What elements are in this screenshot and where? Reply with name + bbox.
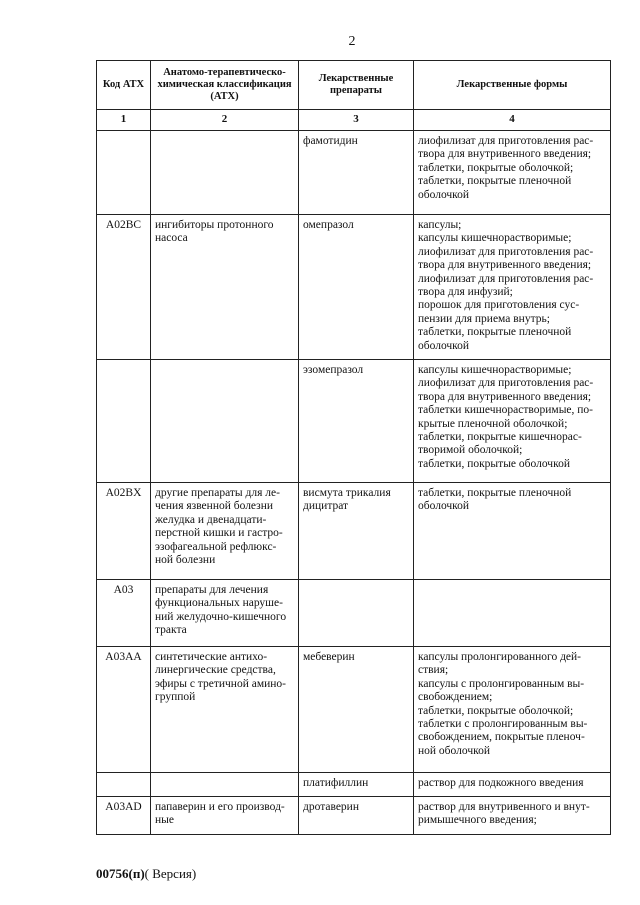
page-number: 2 [348, 34, 356, 49]
dosage-forms-cell-line: капсулы кишечнорастворимые; [418, 364, 572, 376]
dosage-forms-cell-line: твора для внутривенного введения; [418, 148, 592, 161]
dosage-forms-cell [414, 580, 611, 647]
drug-cell [299, 647, 414, 773]
atx-class-cell [151, 773, 299, 797]
atx-class-cell [151, 483, 299, 580]
dosage-forms-cell-line: лиофилизат для приготовления рас- [418, 377, 594, 390]
table-row [97, 773, 611, 797]
dosage-forms-cell-line: твора для инфузий; [418, 286, 513, 299]
drug-cell-line: висмута трикалия [303, 487, 391, 499]
dosage-forms-cell-line: оболочкой [418, 188, 470, 201]
atx-class-cell [151, 580, 299, 647]
drug-cell-line: мебеверин [303, 651, 355, 663]
dosage-forms-cell-line: ствия; [418, 664, 449, 677]
atx-class-cell [151, 647, 299, 773]
atx-code-cell: A03AD [97, 797, 151, 835]
header-drugs: Лекарственные препараты [299, 61, 414, 110]
table-row [97, 647, 611, 773]
drug-cell-line: платифиллин [303, 777, 369, 789]
dosage-forms-cell [414, 360, 611, 483]
drug-cell-line: омепразол [303, 219, 354, 231]
table-row [97, 360, 611, 483]
dosage-forms-cell-line: твора для внутривенного введения; [418, 259, 592, 272]
atx-code-cell: A02BX [97, 483, 151, 580]
dosage-forms-cell-line: таблетки, покрытые оболочкой [418, 457, 570, 470]
atx-class-cell-line: ные [155, 814, 174, 827]
drug-cell [299, 580, 414, 647]
dosage-forms-cell-line: ной оболочкой [418, 744, 491, 757]
drug-cell [299, 797, 414, 835]
atx-class-cell-line: желудка и двенадцати- [155, 513, 267, 526]
table-row [97, 580, 611, 647]
dosage-forms-cell-line: таблетки, покрытые оболочкой; [418, 704, 574, 717]
dosage-forms-cell-line: порошок для приготовления сус- [418, 299, 580, 312]
dosage-forms-cell [414, 773, 611, 797]
atx-class-cell-line: линергические средства, [155, 664, 276, 677]
dosage-forms-cell [414, 131, 611, 215]
column-number-row [97, 110, 611, 131]
column-number: 3 [299, 110, 414, 131]
dosage-forms-cell-line: таблетки кишечнорастворимые, по- [418, 404, 594, 417]
dosage-forms-cell-line: крытые пленочной оболочкой; [418, 417, 568, 430]
atx-code-cell: A03AA [97, 647, 151, 773]
atx-class-cell-line: чения язвенной болезни [155, 500, 274, 513]
dosage-forms-cell-line: пензии для приема внутрь; [418, 312, 550, 325]
dosage-forms-cell [414, 483, 611, 580]
dosage-forms-cell-line: оболочкой [418, 500, 470, 513]
document-version: ( Версия) [144, 866, 197, 881]
atx-class-cell-line: тракта [155, 624, 187, 637]
atx-class-cell [151, 360, 299, 483]
dosage-forms-cell-line: таблетки, покрытые кишечнорас- [418, 431, 582, 444]
dosage-forms-cell-line: капсулы пролонгированного дей- [418, 651, 582, 663]
atx-code-cell [97, 360, 151, 483]
atx-class-cell-line: насоса [155, 232, 188, 245]
atx-class-cell-line: ингибиторы протонного [155, 219, 274, 231]
atx-table [96, 60, 611, 835]
document-id: 00756(п) [96, 866, 145, 881]
table-row [97, 483, 611, 580]
atx-class-cell-line: перстной кишки и гастро- [155, 527, 283, 540]
drug-cell [299, 773, 414, 797]
drug-cell-line: дротаверин [303, 801, 359, 813]
dosage-forms-cell-line: таблетки, покрытые пленочной [418, 175, 572, 188]
atx-class-cell [151, 797, 299, 835]
header-atx-classification: Анатомо-терапевтическо-химическая классификация (АТХ) [151, 61, 299, 110]
document-footer [96, 866, 196, 882]
header-dosage-forms: Лекарственные формы [414, 61, 611, 110]
dosage-forms-cell-line: творимой оболочкой; [418, 444, 523, 457]
atx-code-cell [97, 131, 151, 215]
dosage-forms-cell [414, 647, 611, 773]
dosage-forms-cell-line: капсулы; [418, 219, 462, 231]
dosage-forms-cell-line: таблетки, покрытые оболочкой; [418, 161, 574, 174]
column-number: 1 [97, 110, 151, 131]
atx-class-cell-line: ний желудочно-кишечного [155, 610, 287, 623]
dosage-forms-cell-line: лиофилизат для приготовления рас- [418, 245, 594, 258]
dosage-forms-cell-line: таблетки, покрытые пленочной [418, 326, 572, 339]
atx-class-cell-line: функциональных наруше- [155, 597, 283, 610]
atx-code-cell [97, 773, 151, 797]
atx-class-cell-line: папаверин и его производ- [155, 801, 285, 813]
dosage-forms-cell-line: римышечного введения; [418, 814, 537, 827]
drug-cell [299, 131, 414, 215]
dosage-forms-cell-line: лиофилизат для приготовления рас- [418, 135, 594, 147]
column-number: 4 [414, 110, 611, 131]
dosage-forms-cell-line: капсулы кишечнорастворимые; [418, 232, 572, 245]
atx-class-cell-line: эзофагеальной рефлюкс- [155, 540, 277, 553]
dosage-forms-cell-line: лиофилизат для приготовления рас- [418, 272, 594, 285]
atx-class-cell-line: эфиры с третичной амино- [155, 677, 286, 690]
drug-cell [299, 360, 414, 483]
dosage-forms-cell-line: таблетки, покрытые пленочной [418, 487, 572, 499]
dosage-forms-cell-line: раствор для внутривенного и внут- [418, 801, 590, 813]
table-row [97, 797, 611, 835]
atx-code-cell: A03 [97, 580, 151, 647]
atx-class-cell-line: препараты для лечения [155, 584, 269, 596]
drug-cell-line: дицитрат [303, 500, 349, 513]
drug-cell [299, 215, 414, 360]
dosage-forms-cell [414, 215, 611, 360]
dosage-forms-cell-line: оболочкой [418, 339, 470, 352]
atx-code-cell: A02BC [97, 215, 151, 360]
atx-class-cell-line: другие препараты для ле- [155, 487, 280, 499]
drug-cell [299, 483, 414, 580]
dosage-forms-cell-line: свобождением, покрытые пленоч- [418, 731, 585, 744]
dosage-forms-cell-line: раствор для подкожного введения [418, 777, 584, 789]
dosage-forms-cell-line: таблетки с пролонгированным вы- [418, 718, 588, 731]
atx-class-cell [151, 131, 299, 215]
dosage-forms-cell [414, 797, 611, 835]
table-body [97, 131, 611, 835]
atx-class-cell-line: группой [155, 691, 196, 704]
atx-class-cell-line: ной болезни [155, 554, 216, 567]
dosage-forms-cell-line: капсулы с пролонгированным вы- [418, 677, 585, 690]
atx-class-cell [151, 215, 299, 360]
dosage-forms-cell-line: твора для внутривенного введения; [418, 390, 592, 403]
table-row [97, 215, 611, 360]
header-atx-code: Код АТХ [97, 61, 151, 110]
atx-class-cell-line: синтетические антихо- [155, 651, 268, 663]
drug-cell-line: эзомепразол [303, 364, 364, 376]
column-number: 2 [151, 110, 299, 131]
drug-cell-line: фамотидин [303, 135, 358, 147]
dosage-forms-cell-line: свобождением; [418, 691, 493, 704]
table-row [97, 131, 611, 215]
table-header-row [97, 61, 611, 110]
